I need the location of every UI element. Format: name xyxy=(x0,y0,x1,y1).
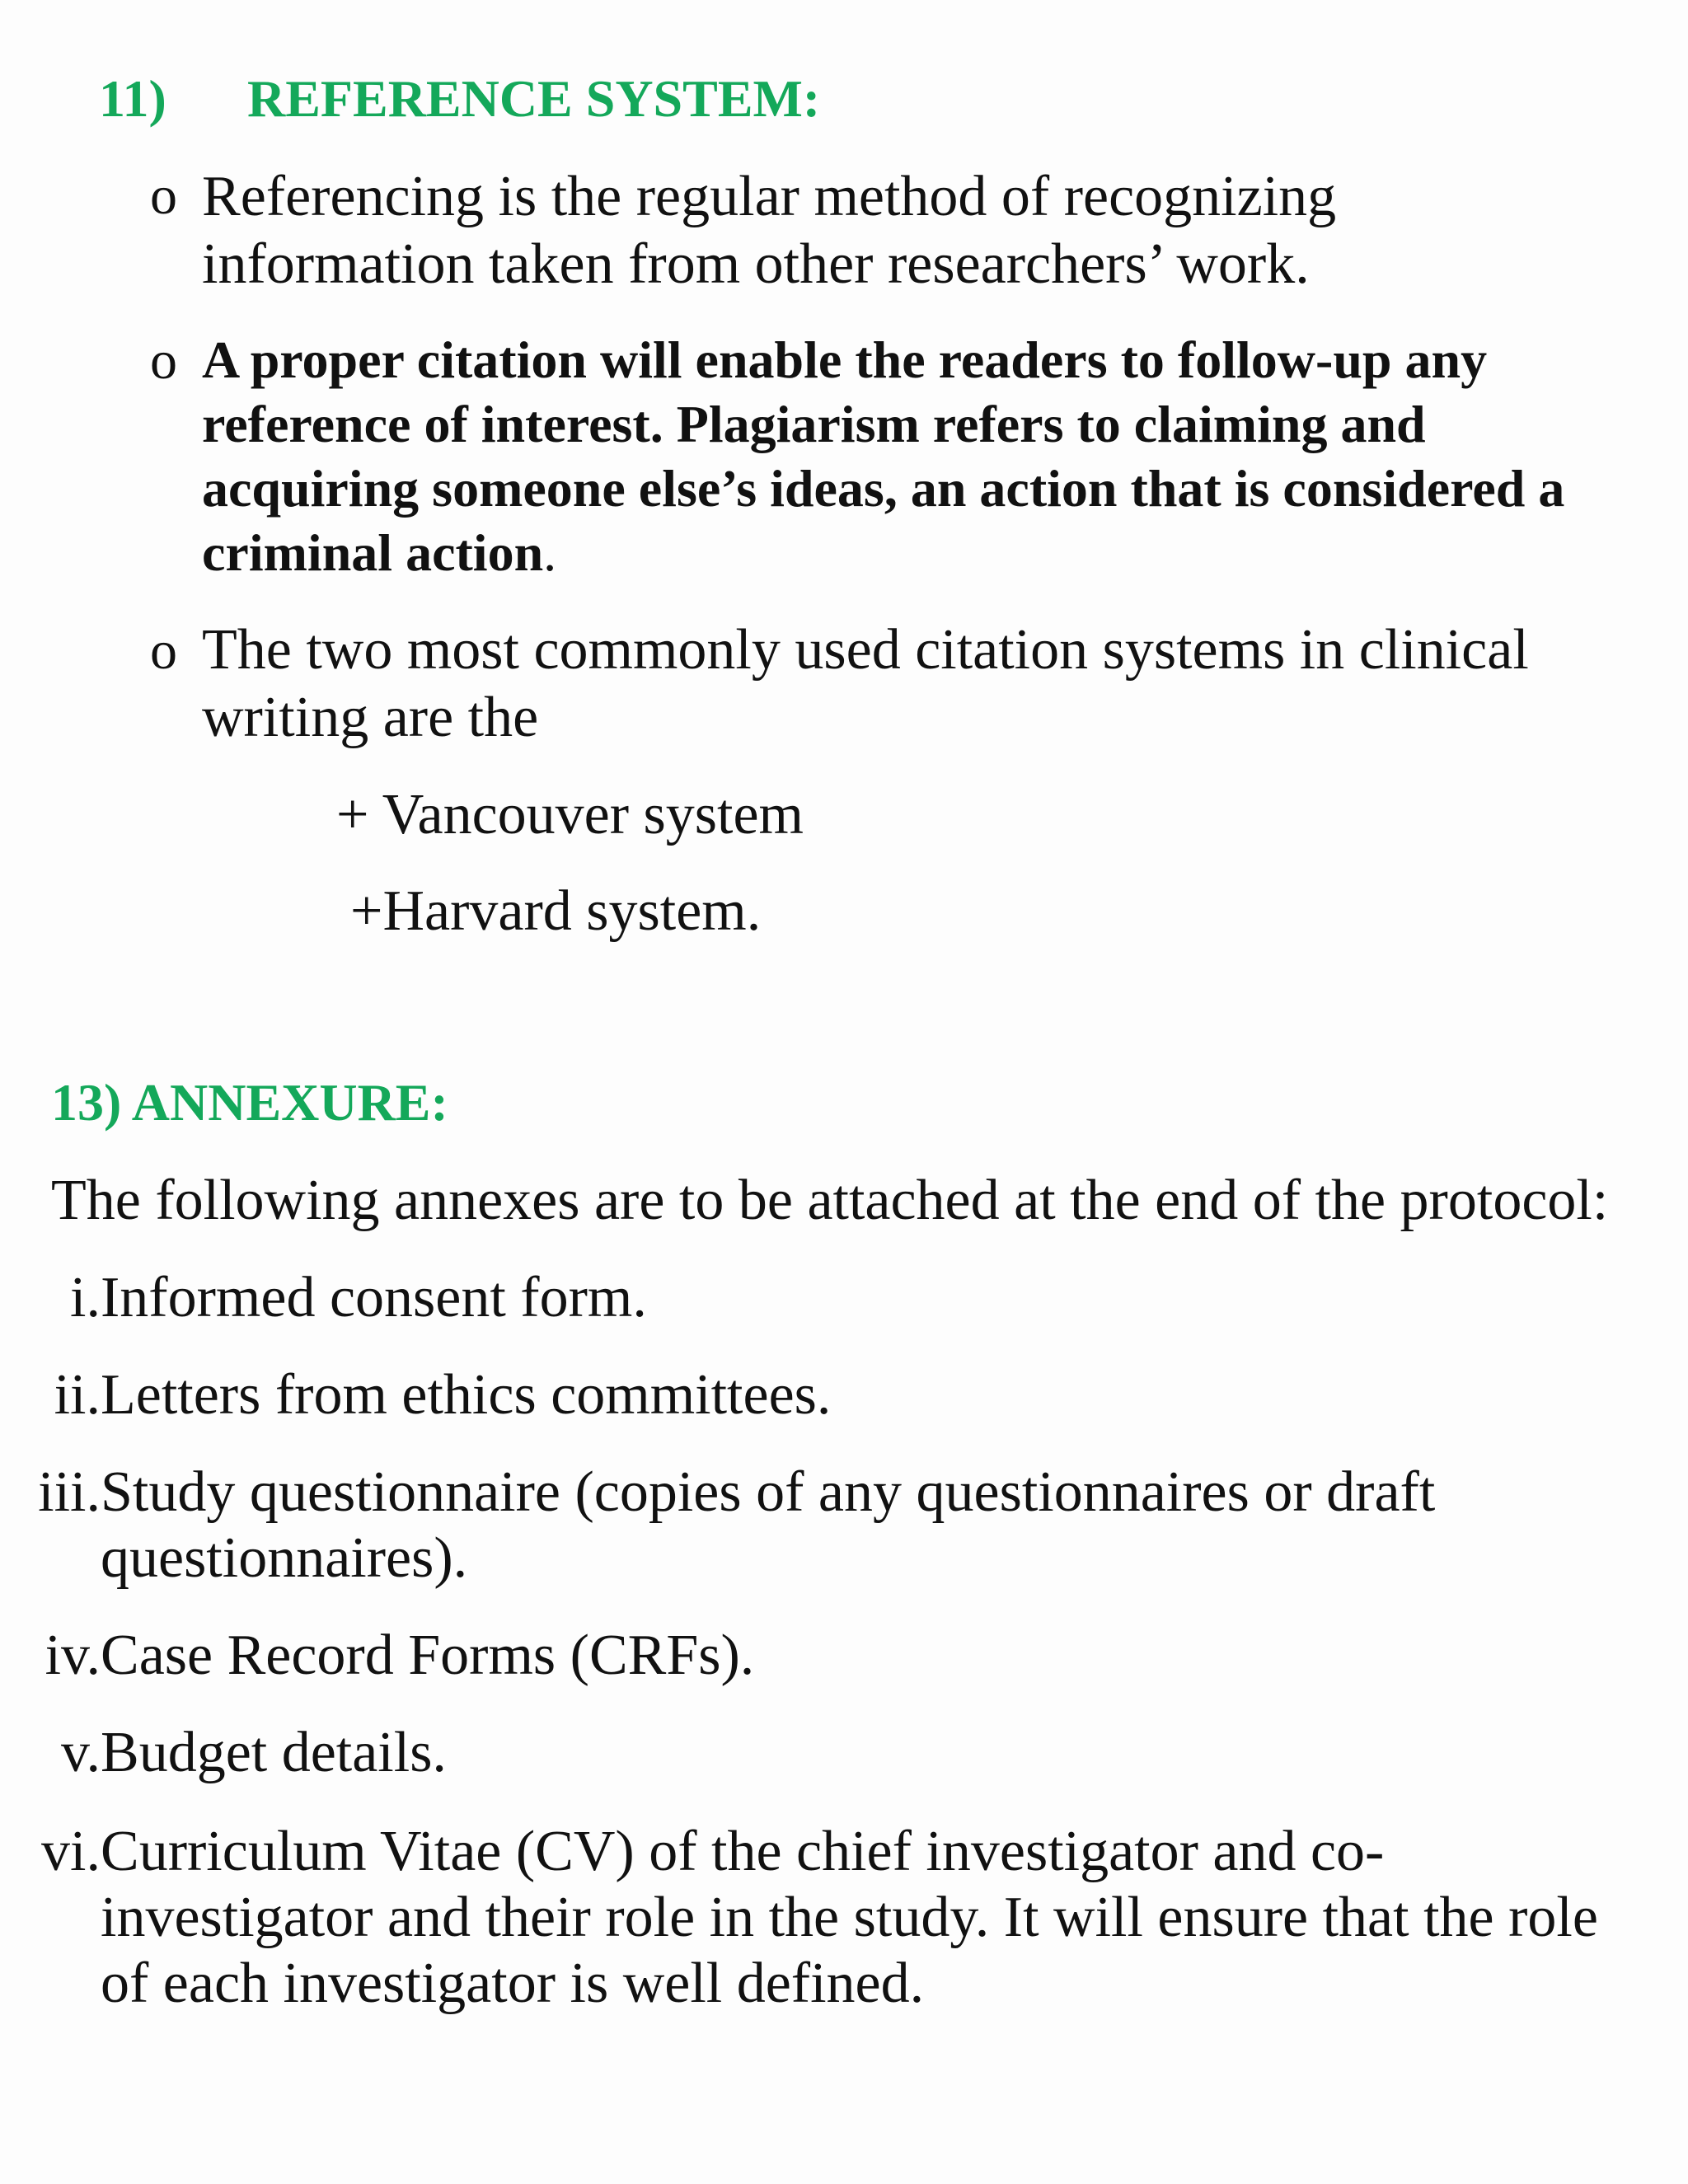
list-item-text: Curriculum Vitae (CV) of the chief investigator and co- xyxy=(101,1820,1385,1883)
bullet-marker: o xyxy=(150,166,177,226)
list-item-text: Letters from ethics committees. xyxy=(101,1363,832,1427)
list-item-text: Study questionnaire (copies of any questionnaires or draft xyxy=(101,1460,1436,1524)
bullet-line: information taken from other researchers’ work. xyxy=(202,232,1310,296)
bullet-line: acquiring someone else’s ideas, an action that is considered a xyxy=(202,459,1565,518)
bullet-line-text: criminal action xyxy=(202,523,544,582)
section-13-title: 13) ANNEXURE: xyxy=(51,1073,448,1132)
list-item-number: ii. xyxy=(54,1363,101,1427)
list-item-number: vi. xyxy=(41,1820,101,1883)
list-item-text: questionnaires). xyxy=(101,1526,468,1590)
bullet-line: reference of interest. Plagiarism refers to claiming and xyxy=(202,395,1426,453)
list-item-text: investigator and their role in the study. It will ensure that the role xyxy=(101,1886,1598,1949)
list-item-number: i. xyxy=(70,1266,101,1329)
list-item-text: Case Record Forms (CRFs). xyxy=(101,1624,755,1687)
bullet-line: Referencing is the regular method of recognizing xyxy=(202,165,1337,228)
section-11-number: 11) xyxy=(99,69,166,128)
bullet-line: writing are the xyxy=(202,686,539,749)
bullet-line xyxy=(202,520,556,585)
citation-system-vancouver: + Vancouver system xyxy=(336,783,804,846)
bullet-marker: o xyxy=(150,621,177,681)
bullet-line: A proper citation will enable the readers to follow-up any xyxy=(202,330,1488,389)
list-item-number: iv. xyxy=(45,1624,101,1687)
bullet-marker: o xyxy=(150,330,177,391)
section-11-title: REFERENCE SYSTEM: xyxy=(247,69,821,128)
bullet-line: The two most commonly used citation systems in clinical xyxy=(202,618,1529,682)
citation-system-harvard: +Harvard system. xyxy=(350,879,762,943)
annexure-intro: The following annexes are to be attached at the end of the protocol: xyxy=(51,1169,1609,1232)
bullet-line-period: . xyxy=(543,523,557,582)
list-item-text: Informed consent form. xyxy=(101,1266,647,1329)
list-item-text: of each investigator is well defined. xyxy=(101,1952,925,2015)
list-item-text: Budget details. xyxy=(101,1721,447,1784)
list-item-number: v. xyxy=(61,1721,101,1784)
list-item-number: iii. xyxy=(38,1460,101,1524)
